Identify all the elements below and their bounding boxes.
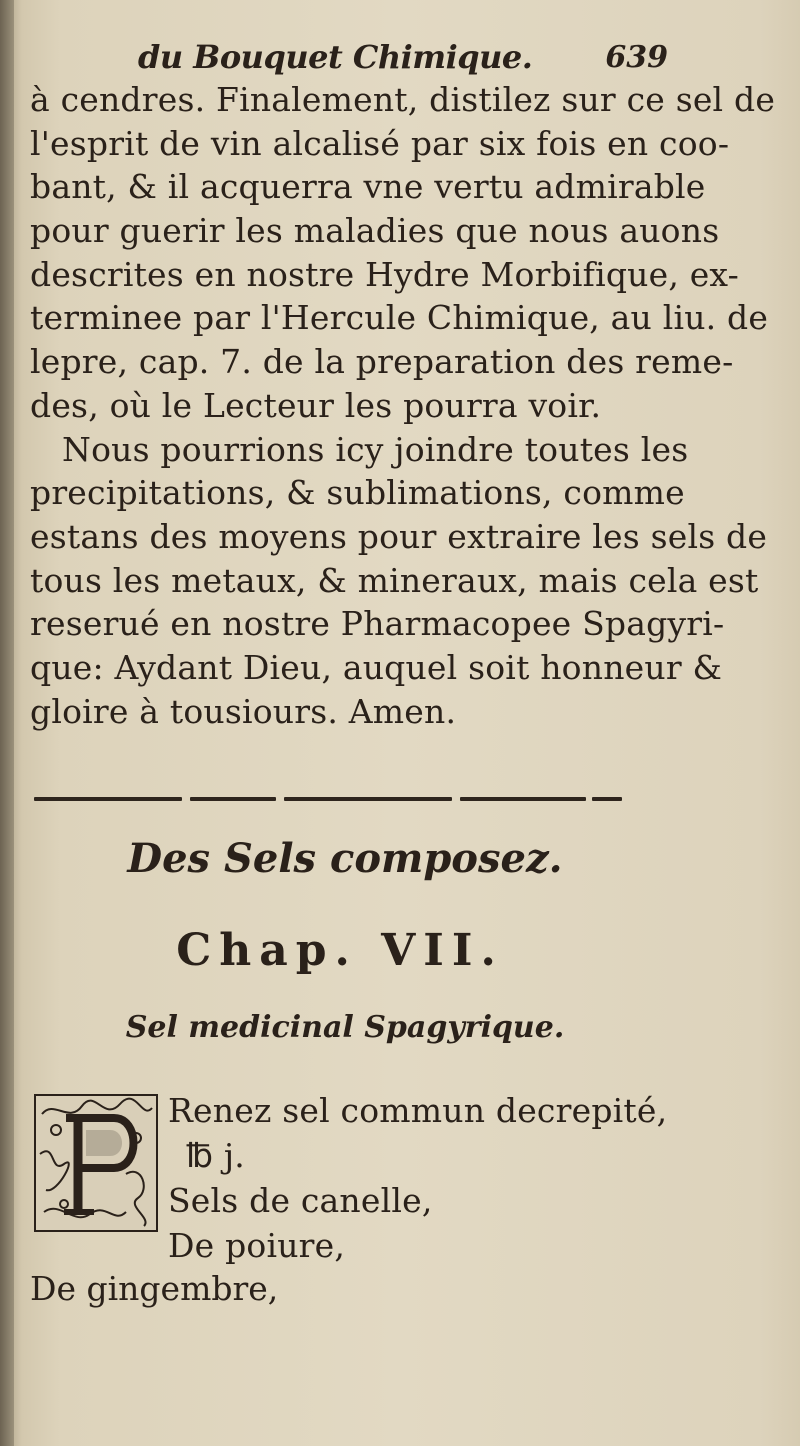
- text-line: l'esprit de vin alcalisé par six fois en coo-: [30, 123, 730, 163]
- text-line: pour guerir les maladies que nous auons: [30, 211, 720, 251]
- text-line: des, où le Lecteur les pourra voir.: [30, 385, 602, 425]
- text-line: descrites en nostre Hydre Morbifique, ex-: [30, 254, 740, 294]
- recipe-line: De poiure,: [168, 1226, 346, 1265]
- chapter-heading: Chap. VII.: [176, 925, 504, 976]
- text-line: lepre, cap. 7. de la preparation des reme-: [30, 342, 734, 382]
- text-line: Nous pourrions icy joindre toutes les: [62, 429, 689, 469]
- page-gutter: [0, 0, 14, 1446]
- text-line: gloire à tousiours. Amen.: [30, 691, 457, 731]
- body-text: [30, 78, 776, 733]
- section-subtitle: Sel medicinal Spagyrique.: [125, 1010, 565, 1045]
- recipe-line: Renez sel commun decrepité,: [168, 1091, 668, 1130]
- recipe-list: [168, 1088, 678, 1268]
- recipe-line: Sels de canelle,: [168, 1181, 433, 1220]
- text-line: precipitations, & sublimations, comme: [30, 473, 685, 513]
- text-line: que: Aydant Dieu, auquel soit honneur &: [30, 647, 723, 687]
- text-line: reserué en nostre Pharmacopee Spagyri-: [30, 604, 725, 644]
- page-number: 639: [605, 40, 668, 75]
- text-line: tous les metaux, & mineraux, mais cela est: [30, 560, 759, 600]
- text-line: bant, & il acquerra vne vertu admirable: [30, 167, 706, 207]
- section-title: Des Sels composez.: [127, 835, 563, 882]
- recipe-line: ℔ j.: [186, 1136, 246, 1175]
- running-title: du Bouquet Chimique.: [138, 38, 533, 76]
- text-line: terminee par l'Hercule Chimique, au liu. de: [30, 298, 769, 338]
- ornamental-initial-icon: [34, 1094, 158, 1232]
- section-divider: [34, 794, 622, 804]
- text-line: à cendres. Finalement, distilez sur ce sel de: [30, 80, 776, 119]
- text-line: estans des moyens pour extraire les sels de: [30, 516, 768, 556]
- recipe-line-final: De gingembre,: [30, 1269, 279, 1308]
